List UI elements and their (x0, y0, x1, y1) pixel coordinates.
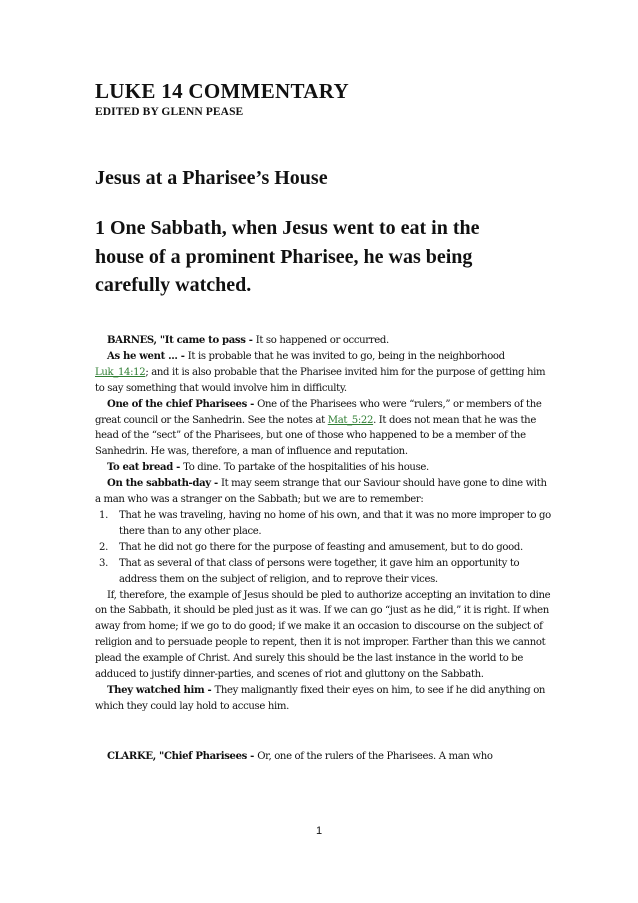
term-label: One of the chief Pharisees - (107, 398, 258, 410)
term-label: CLARKE, "Chief Pharisees - (107, 750, 258, 762)
numbered-list (95, 508, 555, 588)
list-item-text: That as several of that class of persons were together, it gave him an opportunity to address them on the subject of religion, and to reprove their vices. (119, 557, 520, 585)
section-heading: Jesus at a Pharisee’s House (95, 167, 328, 189)
term-label: As he went ... - (107, 350, 188, 362)
section-gap (95, 715, 555, 749)
term-label: To eat bread - (107, 462, 184, 474)
example-paragraph: If, therefore, the example of Jesus should be pled to authorize accepting an invitation to dine on the Sabbath, it should be pled just as it was. If we can go “just as he did,” it is right. If when away from home; if we go to do good; if we make it an occasion to discourse on the subject of religion and to persuade people to repent, then it is not improper. Farther than this we cannot plead the example of Christ. And surely this should be the last instance in the world to be adduced to justify dinner-parties, and scenes of riot and gluttony on the Sabbath. (95, 589, 551, 681)
verse-line: 1 One Sabbath, when Jesus went to eat in the (95, 217, 480, 239)
paragraph-text: It so happened or occurred. (255, 335, 389, 346)
paragraph-text: They malignantly fixed their eyes on him, to see if he did anything on which they could lay hold to accuse him. (95, 684, 546, 712)
list-item (99, 508, 555, 540)
verse-text (95, 214, 565, 300)
paragraph-text: It may seem strange that our Saviour should have gone to dine with a man who was a stranger on the Sabbath; but we are to remember: (95, 478, 547, 506)
term-label: On the sabbath-day - (107, 478, 221, 490)
sabbath-day-paragraph (95, 476, 555, 508)
clarke-paragraph (95, 749, 555, 765)
list-item-text: That he was traveling, having no home of his own, and that it was no more improper to go there than to any other place. (119, 509, 551, 537)
as-he-went-paragraph (95, 349, 555, 397)
commentary-body (95, 333, 555, 765)
list-number: 2. (99, 541, 108, 553)
document-byline: EDITED BY GLENN PEASE (95, 106, 244, 118)
scripture-link-mat-5-22[interactable]: Mat_5:22 (327, 414, 374, 426)
document-title: LUKE 14 COMMENTARY (95, 79, 349, 103)
page-number: 1 (315, 825, 323, 837)
paragraph-text: It is probable that he was invited to go, being in the neighborhood (187, 350, 505, 362)
term-label: They watched him - (107, 684, 215, 696)
list-number: 1. (99, 509, 108, 521)
watched-him-paragraph (95, 683, 555, 715)
chief-pharisees-paragraph (95, 397, 555, 461)
eat-bread-paragraph (95, 460, 555, 476)
term-label: BARNES, "It came to pass - (107, 335, 256, 346)
list-item (99, 556, 555, 588)
paragraph-text: One of the Pharisees who were “rulers,” or members of the great council or the Sanhedrin. See the notes at (95, 398, 542, 426)
scripture-link-luk-14-12[interactable]: Luk_14:12 (95, 366, 146, 378)
list-number: 3. (99, 557, 108, 569)
verse-line: carefully watched. (95, 274, 252, 296)
paragraph-text: Or, one of the rulers of the Pharisees. A man who (257, 750, 493, 762)
list-item (99, 540, 555, 556)
barnes-intro-paragraph (95, 333, 555, 349)
list-item-text: That he did not go there for the purpose of feasting and amusement, but to do good. (119, 541, 523, 553)
verse-line: house of a prominent Pharisee, he was being (95, 245, 473, 268)
paragraph-text: To dine. To partake of the hospitalities of his house. (183, 462, 429, 474)
paragraph-text: . It does not mean that he was the head of the “sect” of the Pharisees, but one of those who happened to be a member of the Sanhedrin. He was, therefore, a man of influence and reputation. (95, 414, 536, 458)
paragraph-text: ; and it is also probable that the Pharisee invited him for the purpose of getting him to say something that would involve him in difficulty. (95, 366, 546, 394)
